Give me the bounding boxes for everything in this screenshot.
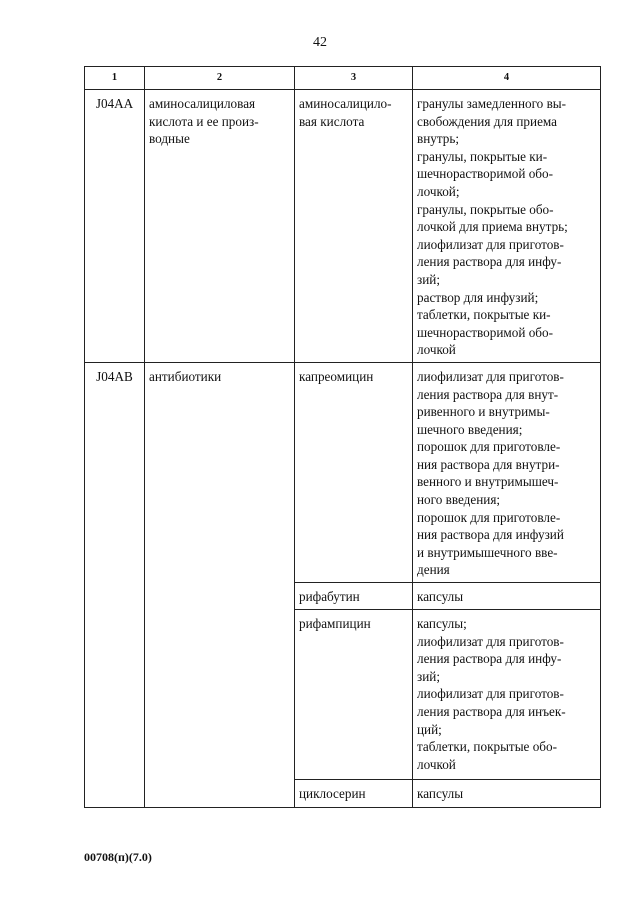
document-code: 00708(п)(7.0)	[84, 850, 152, 864]
group-name-cell: аминосалициловая кислота и ее произ- водные	[145, 90, 295, 363]
table-row	[85, 362, 601, 582]
dosage-forms-cell: гранулы замедленного вы- свобождения для приема внутрь; гранулы, покрытые ки- шечнорастворимой обо- лочкой; гранулы, покрытые обо- лочкой для приема внутрь; лиофилизат для приготов- ления раствора для инфу- зий; раствор для инфузий; таблетки, покрытые ки- шечнорастворимой обо- лочкой	[413, 90, 601, 363]
drug-name-cell: рифампицин	[295, 610, 413, 780]
drug-name-cell: рифабутин	[295, 583, 413, 610]
column-header-4: 4	[413, 67, 601, 90]
table-header-row	[85, 67, 601, 90]
page-number: 42	[313, 35, 327, 50]
dosage-forms-cell: лиофилизат для приготов- ления раствора для внут- ривенного и внутримы- шечного введения; порошок для приготовле- ния раствора для внутри- венного и внутримышеч- ного введения; порошок для приготовле- ния раствора для инфузий и внутримышечного вве- дения	[413, 362, 601, 582]
column-header-3: 3	[295, 67, 413, 90]
dosage-forms-cell: капсулы	[413, 780, 601, 808]
drug-name-cell: капреомицин	[295, 362, 413, 582]
dosage-forms-cell: капсулы; лиофилизат для приготов- ления раствора для инфу- зий; лиофилизат для приготов- ления раствора для инъек- ций; таблетки, покрытые обо- лочкой	[413, 610, 601, 780]
drug-name-cell: аминосалицило- вая кислота	[295, 90, 413, 363]
dosage-forms-cell: капсулы	[413, 583, 601, 610]
atc-code-cell: J04AA	[85, 90, 145, 363]
group-name-cell: антибиотики	[145, 362, 295, 807]
column-header-1: 1	[85, 67, 145, 90]
atc-code-cell: J04AB	[85, 362, 145, 807]
column-header-2: 2	[145, 67, 295, 90]
drug-table	[84, 66, 601, 808]
drug-name-cell: циклосерин	[295, 780, 413, 808]
table-row	[85, 90, 601, 363]
